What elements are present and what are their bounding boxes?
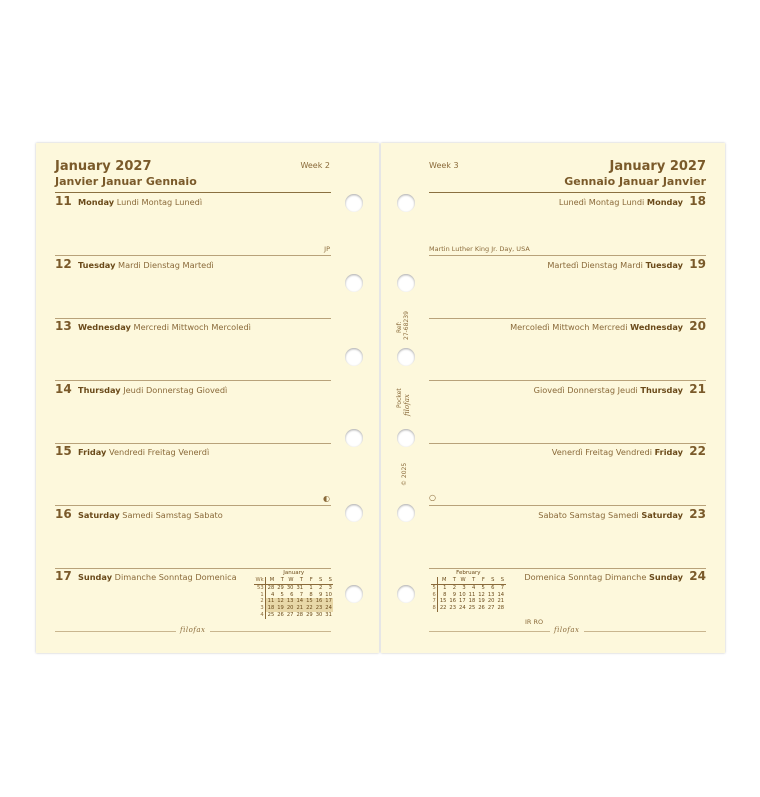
day-rule (429, 255, 706, 256)
day-rule (429, 380, 706, 381)
day-name: Lunedì Montag Lundi Monday (558, 197, 683, 207)
mini-calendar-week (431, 605, 506, 612)
right-page (381, 143, 725, 653)
day-number: 18 (689, 194, 706, 208)
day-name: Sabato Samstag Samedi Saturday (538, 510, 683, 520)
mini-calendar-date: 2 (318, 584, 323, 591)
mini-calendar-date: 1 (443, 584, 447, 591)
mini-calendar-date: 9 (318, 591, 323, 598)
mini-calendar-date: 4 (471, 584, 476, 591)
day-name: Wednesday Mercredi Mittwoch Mercoledì (78, 322, 251, 332)
mini-calendar-weekday: T (467, 577, 477, 584)
day-number: 12 (55, 257, 72, 271)
mini-calendar-weekday: T (448, 577, 458, 584)
mini-calendar-date: 9 (452, 591, 457, 598)
mini-calendar-weekday (431, 577, 438, 584)
holiday-note: JP (324, 245, 330, 253)
mini-calendar-date: 10 (325, 591, 332, 598)
mini-calendar-date: 27 (487, 605, 495, 612)
mini-calendar-week-number: 7 (432, 598, 436, 605)
day-name: Venerdì Freitag Vendredi Friday (551, 447, 683, 457)
mini-calendar-date: 30 (315, 611, 323, 618)
mini-calendar-week (431, 592, 506, 599)
day-number: 14 (55, 382, 72, 396)
header-rule (429, 192, 706, 193)
mini-calendar-date: 21 (497, 598, 505, 605)
punch-hole (345, 504, 363, 522)
mini-calendar-date: 5 (280, 591, 284, 598)
day-name: Martedì Dienstag Mardi Tuesday (547, 260, 683, 270)
mini-calendar-date: 27 (286, 611, 294, 618)
mini-calendar-date: 13 (487, 591, 495, 598)
mini-calendar-date: 21 (296, 605, 304, 612)
mini-calendar-date: 26 (478, 605, 485, 612)
punch-hole (397, 194, 415, 212)
day-number: 17 (55, 569, 72, 583)
mini-calendar-date: 30 (286, 584, 294, 591)
mini-calendar-date: 6 (491, 584, 495, 591)
copyright: © 2025 (401, 462, 408, 486)
mini-calendar-week-number: 6 (432, 591, 436, 598)
mini-calendar-january (254, 570, 333, 619)
mini-calendar-week (431, 598, 506, 605)
mini-calendar-weekday: T (295, 577, 305, 584)
mini-calendar-date: 3 (462, 584, 466, 591)
mini-calendar-date: 20 (487, 598, 495, 605)
day-name: Mercoledì Mittwoch Mercredi Wednesday (510, 322, 683, 332)
punch-hole (345, 194, 363, 212)
week-number: Week 2 (300, 161, 330, 170)
mini-calendar-week (254, 584, 333, 591)
mini-calendar-date: 12 (277, 598, 284, 605)
header-rule (55, 192, 331, 193)
mini-calendar-date: 16 (315, 598, 323, 605)
day-name: Monday Lundi Montag Lunedì (78, 197, 203, 207)
mini-calendar-date: 12 (478, 591, 485, 598)
month-title: January 2027 (609, 159, 706, 174)
mini-calendar-weekday: S (486, 577, 496, 584)
day-rule (55, 380, 331, 381)
mini-calendar-week-number: 53 (254, 584, 266, 591)
filofax-logo: filofax (550, 626, 584, 634)
mini-calendar-date: 24 (459, 605, 466, 612)
day-name: Domenica Sonntag Dimanche Sunday (524, 572, 683, 582)
mini-calendar-date: 14 (497, 591, 505, 598)
mini-calendar-date: 28 (296, 611, 304, 618)
day-number: 20 (689, 319, 706, 333)
mini-calendar-february (431, 570, 506, 612)
spine-filofax-logo: filofax (403, 394, 411, 416)
mini-calendar-weekday: T (276, 577, 286, 584)
punch-hole (345, 429, 363, 447)
mini-calendar-date: 31 (296, 584, 304, 591)
day-rule (55, 255, 331, 256)
day-rule (429, 318, 706, 319)
punch-hole (345, 585, 363, 603)
mini-calendar-date: 15 (306, 598, 313, 605)
mini-calendar-date: 29 (277, 584, 284, 591)
mini-calendar-grid (254, 577, 333, 619)
moon-phase-icon: ◐ (323, 494, 330, 503)
mini-calendar-date: 28 (267, 584, 275, 591)
mini-calendar-weekday: W (458, 577, 468, 584)
mini-calendar-date: 19 (478, 598, 485, 605)
mini-calendar-date: 8 (309, 591, 313, 598)
mini-calendar-date: 29 (306, 611, 313, 618)
mini-calendar-date: 3 (328, 584, 332, 591)
size-label: Pocket (396, 388, 403, 408)
mini-calendar-date: 11 (468, 591, 476, 598)
day-number: 24 (689, 569, 706, 583)
day-rule (55, 318, 331, 319)
mini-calendar-week (254, 605, 333, 612)
punch-hole (397, 348, 415, 366)
mini-calendar-date: 2 (452, 584, 457, 591)
week-number: Week 3 (429, 161, 459, 170)
mini-calendar-date: 10 (459, 591, 466, 598)
ref-label: Ref: (396, 321, 403, 333)
mini-calendar-date: 19 (277, 605, 284, 612)
day-name: Sunday Dimanche Sonntag Domenica (78, 572, 237, 582)
mini-calendar-week-number: 1 (254, 592, 266, 599)
mini-calendar-date: 4 (270, 591, 275, 598)
mini-calendar-week (431, 584, 506, 591)
mini-calendar-date: 6 (290, 591, 294, 598)
mini-calendar-date: 7 (500, 584, 505, 591)
mini-calendar-weekday: Wk (255, 577, 264, 583)
mini-calendar-weekday: W (285, 577, 295, 584)
mini-calendar-date: 11 (267, 598, 275, 605)
filofax-logo: filofax (176, 626, 210, 634)
day-number: 11 (55, 194, 72, 208)
mini-calendar-weekday: F (477, 577, 487, 584)
mini-calendar-date: 15 (439, 598, 447, 605)
day-rule (55, 568, 331, 569)
mini-calendar-date: 20 (286, 605, 294, 612)
mini-calendar-grid (431, 577, 506, 612)
mini-calendar-week-number: 4 (254, 612, 266, 619)
mini-calendar-weekday: S (496, 577, 506, 584)
mini-calendar-date: 23 (315, 605, 323, 612)
mini-calendar-date: 13 (286, 598, 294, 605)
mini-calendar-date: 23 (449, 605, 457, 612)
mini-calendar-date: 22 (306, 605, 313, 612)
left-page (36, 143, 379, 653)
mini-calendar-week-number: 5 (432, 584, 436, 591)
ref-code: 27-68239 (403, 311, 410, 340)
punch-hole (397, 585, 415, 603)
mini-calendar-header (254, 577, 333, 584)
mini-calendar-header (431, 577, 506, 584)
punch-hole (397, 504, 415, 522)
day-name: Saturday Samedi Samstag Sabato (78, 510, 223, 520)
mini-calendar-date: 16 (449, 598, 457, 605)
mini-calendar-week (254, 612, 333, 619)
mini-calendar-date: 28 (497, 605, 505, 612)
punch-hole (345, 348, 363, 366)
mini-calendar-week (254, 592, 333, 599)
mini-calendar-date: 24 (325, 605, 332, 612)
holiday-note: IR RO (525, 618, 544, 626)
punch-hole (345, 274, 363, 292)
day-number: 16 (55, 507, 72, 521)
mini-calendar-date: 25 (468, 605, 476, 612)
day-rule (429, 568, 706, 569)
holiday-note: Martin Luther King Jr. Day, USA (429, 245, 530, 253)
mini-calendar-weekday: M (266, 577, 276, 584)
mini-calendar-date: 8 (443, 591, 447, 598)
day-name: Giovedì Donnerstag Jeudi Thursday (533, 385, 683, 395)
mini-calendar-title: February (456, 570, 481, 576)
mini-calendar-date: 5 (481, 584, 485, 591)
punch-hole (397, 274, 415, 292)
day-rule (429, 505, 706, 506)
month-subtitle: Janvier Januar Gennaio (55, 175, 197, 188)
mini-calendar-date: 17 (459, 598, 466, 605)
mini-calendar-weekday: S (314, 577, 324, 584)
mini-calendar-week-number: 3 (254, 605, 266, 612)
mini-calendar-date: 25 (267, 611, 275, 618)
mini-calendar-date: 31 (325, 611, 332, 618)
month-title: January 2027 (55, 159, 152, 174)
mini-calendar-date: 14 (296, 598, 304, 605)
punch-hole (397, 429, 415, 447)
mini-calendar-week (254, 598, 333, 605)
day-rule (55, 443, 331, 444)
mini-calendar-weekday: M (438, 577, 448, 584)
moon-phase-icon: ○ (429, 493, 436, 502)
day-name: Friday Vendredi Freitag Venerdì (78, 447, 210, 457)
mini-calendar-date: 17 (325, 598, 332, 605)
mini-calendar-week-number: 8 (432, 605, 436, 612)
month-subtitle: Gennaio Januar Janvier (564, 175, 706, 188)
mini-calendar-date: 18 (267, 605, 275, 612)
day-number: 21 (689, 382, 706, 396)
mini-calendar-date: 7 (299, 591, 304, 598)
mini-calendar-date: 1 (309, 584, 313, 591)
mini-calendar-date: 26 (277, 611, 284, 618)
mini-calendar-weekday: F (305, 577, 315, 584)
day-number: 15 (55, 444, 72, 458)
day-number: 22 (689, 444, 706, 458)
day-number: 23 (689, 507, 706, 521)
mini-calendar-weekday: S (324, 577, 334, 584)
mini-calendar-date: 22 (439, 605, 447, 612)
day-name: Tuesday Mardi Dienstag Martedì (78, 260, 214, 270)
day-rule (55, 505, 331, 506)
day-rule (429, 443, 706, 444)
day-number: 13 (55, 319, 72, 333)
mini-calendar-week-number: 2 (254, 598, 266, 605)
day-name: Thursday Jeudi Donnerstag Giovedì (78, 385, 228, 395)
day-number: 19 (689, 257, 706, 271)
mini-calendar-title: January (283, 570, 305, 576)
mini-calendar-date: 18 (468, 598, 476, 605)
